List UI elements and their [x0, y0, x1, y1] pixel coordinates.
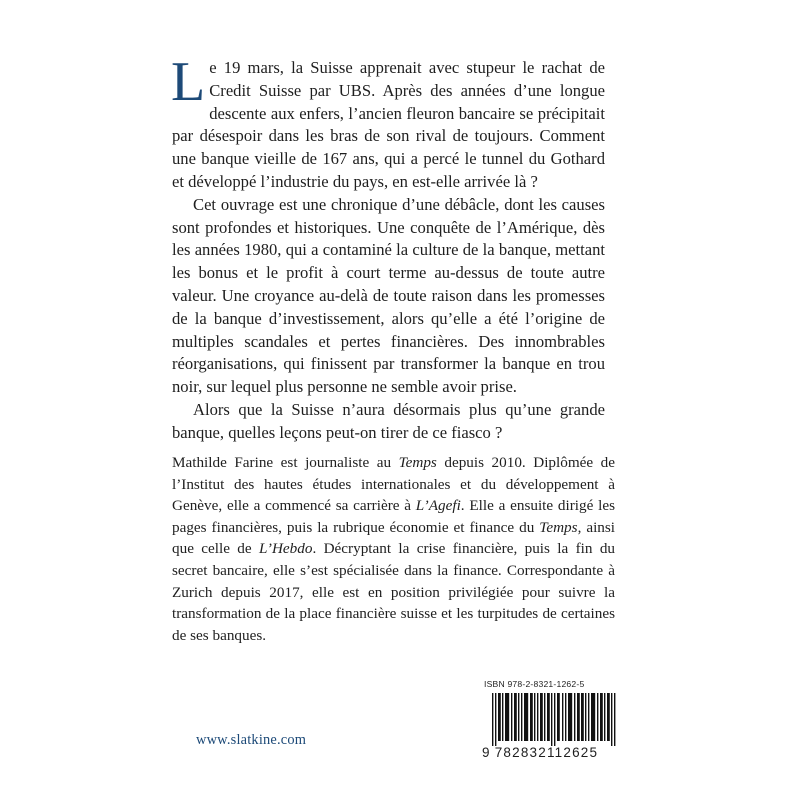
bio-text: . Elle a ensuite dirigé les pages financières, puis la rubrique économie et finance du: [172, 497, 615, 536]
bio-italic-title: Temps: [398, 454, 437, 471]
back-cover-summary: [171, 51, 605, 445]
publisher-website: www.slatkine.com: [196, 732, 307, 748]
bio-italic-title: L’Hebdo: [259, 540, 313, 558]
barcode-lead-digit: 9: [482, 745, 491, 760]
bio-text: Mathilde Farine est journaliste au: [172, 454, 399, 471]
drop-cap: L: [171, 51, 206, 113]
isbn-label: ISBN 978-2-8321-1262-5: [484, 679, 585, 689]
barcode-digit-group-1: 782832: [494, 745, 547, 760]
summary-paragraph-3: Alors que la Suisse n’aura désormais plus qu’une grande banque, quelles leçons peut-on tirer de ce fiasco ?: [172, 399, 605, 442]
bio-text: , ainsi que celle de: [172, 518, 616, 558]
bio-paragraph: [172, 452, 615, 646]
bio-italic-title: L’Agefi: [415, 497, 461, 515]
bio-text: depuis 2010. Diplômée de l’Institut des hautes études internationales et du développement à Genève, elle a commencé sa carrière à: [172, 454, 615, 515]
author-biography: [172, 452, 615, 646]
summary-paragraph-1-text: e 19 mars, la Suisse apprenait avec stupeur le rachat de Credit Suisse par UBS. Après des années d’une longue descente aux enfers, l’ancien fleuron bancaire se précipitait par désespoir dans les bras de son rival de toujours. Comment une banque vieille de 167 ans, qui a percé le tunnel du Gothard et développé l’industrie du pays, en est-elle arrivée là ?: [172, 58, 605, 191]
barcode-digits: [482, 745, 628, 760]
summary-paragraph-1: [171, 51, 605, 194]
summary-paragraph-2: Cet ouvrage est une chronique d’une débâcle, dont les causes sont profondes et historiques. Une conquête de l’Amérique, dès les années 1980, qui a contaminé la culture de la banque, mettant les bonus et le profit à court terme au-dessus de toute autre valeur. Une croyance au-delà de toute raison dans les promesses de la banque d’investissement, alors qu’elle a été l’origine de multiples scandales et pertes financières. Des innombrables réorganisations, qui finissent par transformer la banque en trou noir, sur lequel plus personne ne semble avoir prise.: [172, 194, 605, 397]
bio-italic-title: Temps: [539, 518, 578, 536]
bio-text: . Décryptant la crise financière, puis la fin du secret bancaire, elle s’est spécialisée dans la finance. Correspondante à Zurich depuis 2017, elle est en position privilégiée pour suivre la transformation de la place financière suisse et les turpitudes de certaines de ses banques.: [172, 540, 616, 644]
isbn-barcode: [482, 693, 628, 746]
barcode-digit-group-2: 112625: [546, 745, 599, 760]
